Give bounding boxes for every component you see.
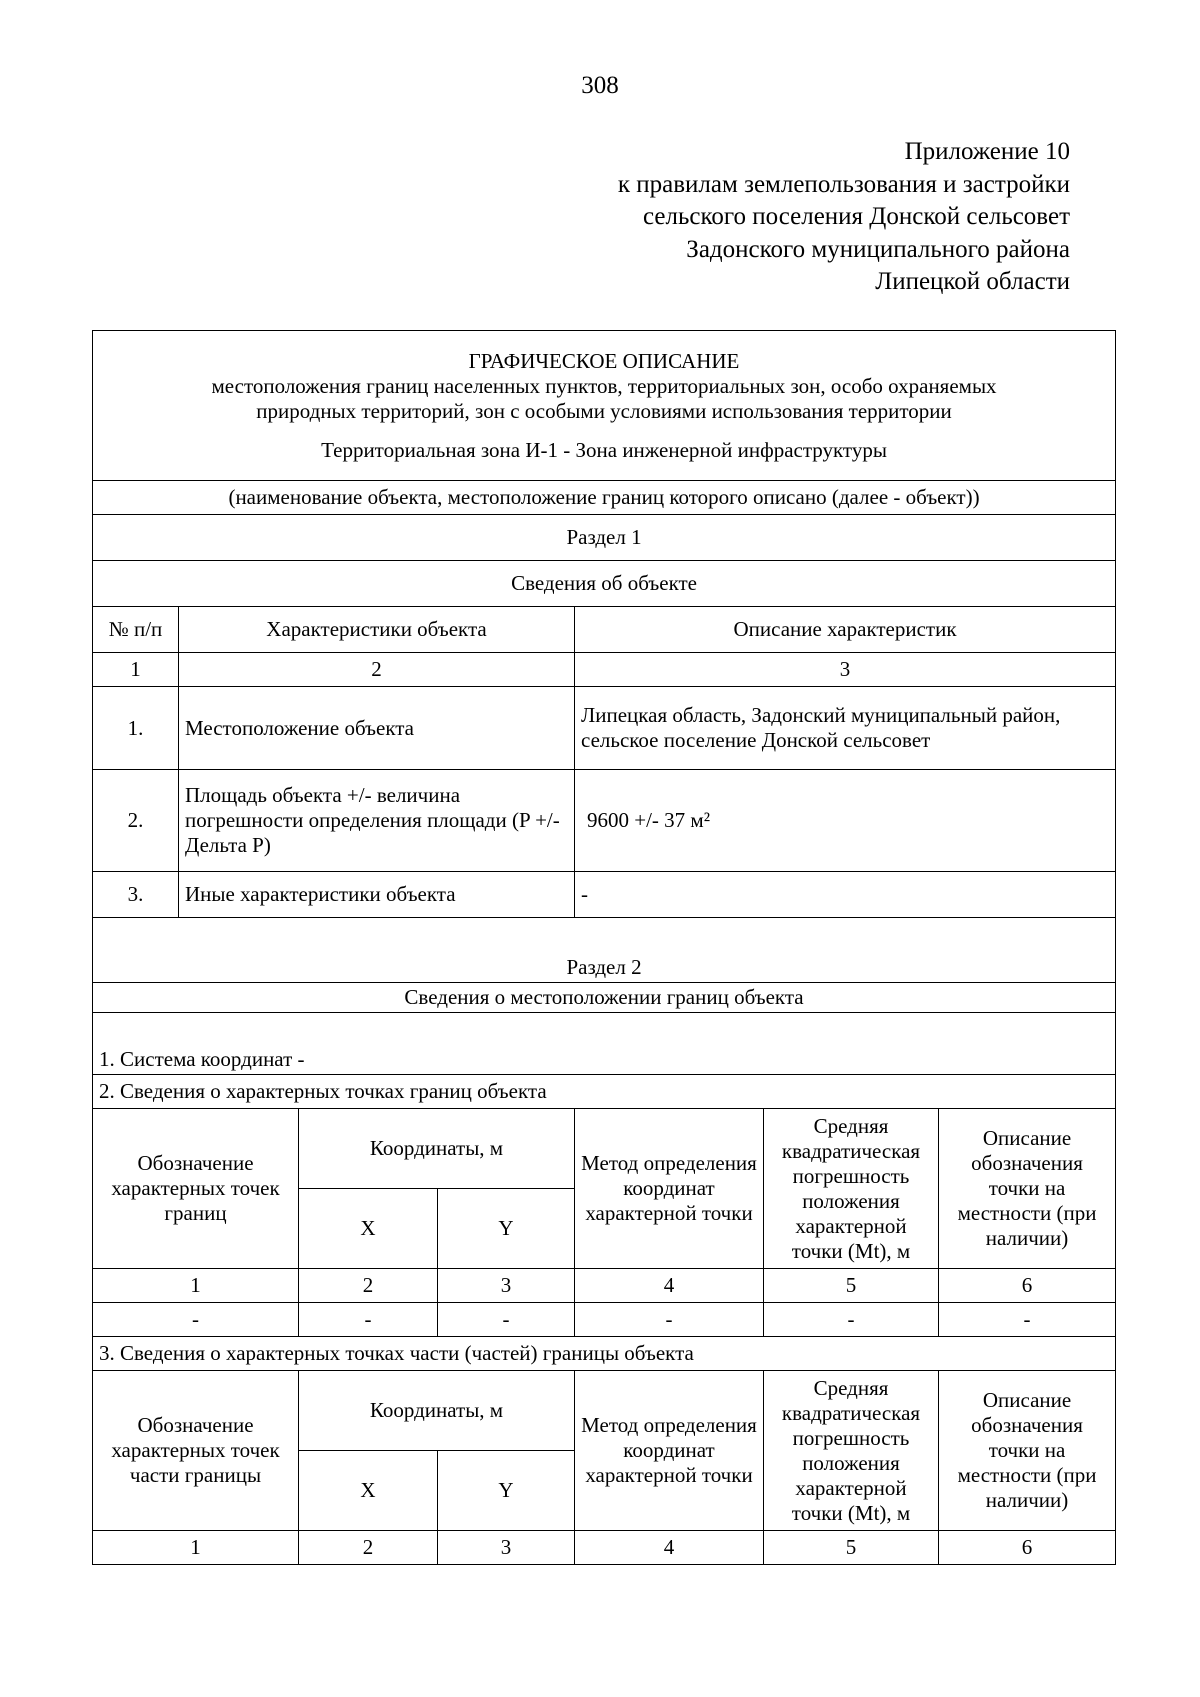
x-header: X: [299, 1451, 438, 1531]
column-header: Описание характеристик: [575, 607, 1116, 653]
table-cell: -: [764, 1303, 939, 1337]
coordinates-header: Координаты, м: [299, 1109, 575, 1189]
object-note: (наименование объекта, местоположение границ которого описано (далее - объект)): [93, 481, 1116, 515]
column-number: 6: [939, 1531, 1116, 1565]
column-header: № п/п: [93, 607, 179, 653]
table-cell: -: [299, 1303, 438, 1337]
error-header: Средняя квадратическая погрешность положения характерной точки (Mt), м: [764, 1109, 939, 1269]
characteristic-name: Местоположение объекта: [179, 687, 575, 770]
column-number: 6: [939, 1269, 1116, 1303]
table-cell: -: [939, 1303, 1116, 1337]
parts-header-row: [93, 1371, 1116, 1451]
column-number: 2: [299, 1269, 438, 1303]
description-header: Описание обозначения точки на местности (при наличии): [939, 1371, 1116, 1531]
column-number: 2: [179, 653, 575, 687]
parts-title: 3. Сведения о характерных точках части (частей) границы объекта: [93, 1337, 1116, 1371]
appendix-header: [618, 136, 1070, 299]
column-header: Характеристики объекта: [179, 607, 575, 653]
section2-subtitle: Сведения о местоположении границ объекта: [93, 983, 1116, 1013]
points-title: 2. Сведения о характерных точках границ объекта: [93, 1075, 1116, 1109]
table-cell: -: [575, 1303, 764, 1337]
column-number: 5: [764, 1531, 939, 1565]
column-number: 3: [438, 1531, 575, 1565]
appendix-line: к правилам землепользования и застройки: [617, 170, 1070, 198]
page-number: 308: [581, 72, 619, 99]
characteristic-value: -: [575, 872, 1116, 918]
row-number: 1.: [93, 687, 179, 770]
table-cell: -: [93, 1303, 299, 1337]
error-header: Средняя квадратическая погрешность положения характерной точки (Mt), м: [764, 1371, 939, 1531]
row-number: 3.: [93, 872, 179, 918]
column-number: 4: [575, 1269, 764, 1303]
document-subtitle: местоположения границ населенных пунктов, территориальных зон, особо охраняемых: [211, 373, 997, 398]
column-number: 2: [299, 1531, 438, 1565]
section1-title: Раздел 1: [93, 515, 1116, 561]
section2-title: Раздел 2: [93, 918, 1116, 983]
column-number: 1: [93, 1531, 299, 1565]
table-cell: -: [438, 1303, 575, 1337]
method-header: Метод определения координат характерной точки: [575, 1371, 764, 1531]
y-header: Y: [438, 1189, 575, 1269]
characteristic-value: Липецкая область, Задонский муниципальный район, сельское поселение Донской сельсовет: [575, 687, 1116, 770]
designation-header: Обозначение характерных точек части границы: [93, 1371, 299, 1531]
document-subtitle: природных территорий, зон с особыми условиями использования территории: [256, 398, 952, 423]
table-row: [93, 872, 1116, 918]
document-title: ГРАФИЧЕСКОЕ ОПИСАНИЕ: [468, 348, 740, 373]
table-row: [93, 770, 1116, 872]
parts-number-row: [93, 1531, 1116, 1565]
characteristic-value: 9600 +/- 37 м²: [575, 770, 1116, 872]
column-number: 3: [438, 1269, 575, 1303]
appendix-line: Приложение 10: [904, 138, 1070, 165]
column-number: 3: [575, 653, 1116, 687]
section1-header-row: [93, 607, 1116, 653]
characteristic-name: Иные характеристики объекта: [179, 872, 575, 918]
column-number: 1: [93, 1269, 299, 1303]
document-header: [93, 331, 1116, 481]
coordinates-header: Координаты, м: [299, 1371, 575, 1451]
column-number: 4: [575, 1531, 764, 1565]
section1-subtitle: Сведения об объекте: [93, 561, 1116, 607]
appendix-line: сельского поселения Донской сельсовет: [643, 203, 1070, 230]
coordinate-system: 1. Система координат -: [93, 1013, 1116, 1075]
points-header-row: [93, 1109, 1116, 1189]
appendix-line: Задонского муниципального района: [686, 235, 1070, 263]
designation-header: Обозначение характерных точек границ: [93, 1109, 299, 1269]
section1-number-row: [93, 653, 1116, 687]
description-header: Описание обозначения точки на местности (при наличии): [939, 1109, 1116, 1269]
graphic-description-table: [92, 330, 1116, 1565]
appendix-line: Липецкой области: [875, 268, 1070, 295]
zone-name: Территориальная зона И-1 - Зона инженерной инфраструктуры: [321, 437, 887, 462]
y-header: Y: [438, 1451, 575, 1531]
characteristic-name: Площадь объекта +/- величина погрешности определения площади (P +/- Дельта P): [179, 770, 575, 872]
column-number: 5: [764, 1269, 939, 1303]
table-row: [93, 1303, 1116, 1337]
method-header: Метод определения координат характерной точки: [575, 1109, 764, 1269]
row-number: 2.: [93, 770, 179, 872]
x-header: X: [299, 1189, 438, 1269]
points-number-row: [93, 1269, 1116, 1303]
column-number: 1: [93, 653, 179, 687]
table-row: [93, 687, 1116, 770]
